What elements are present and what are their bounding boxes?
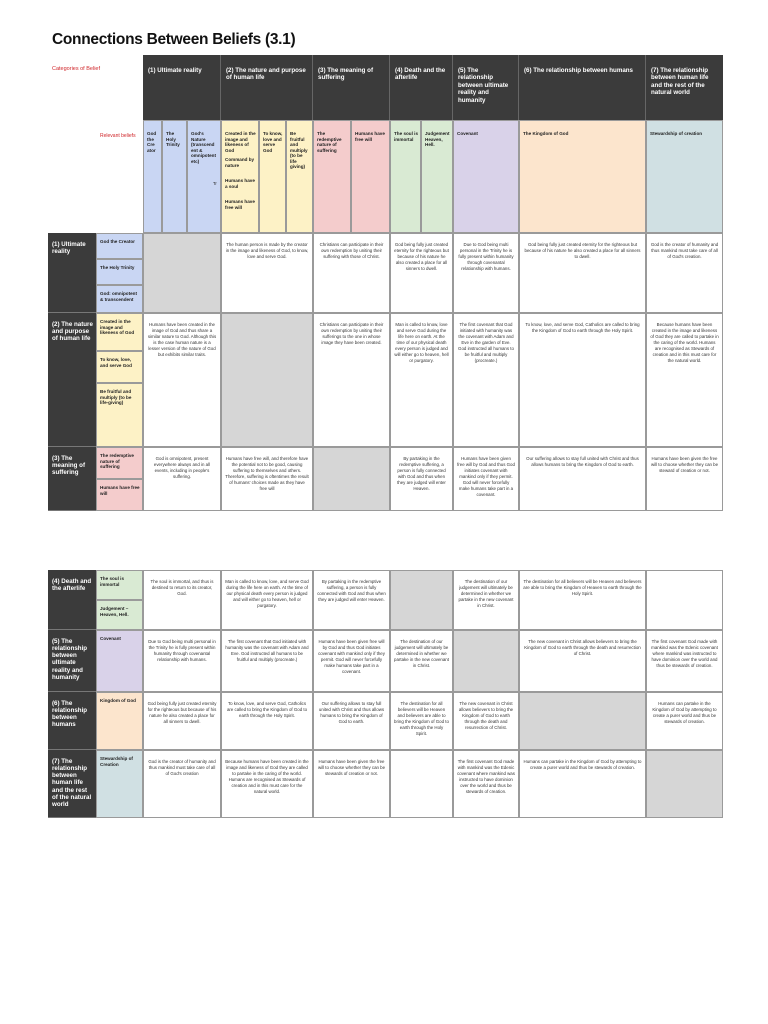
belief-covenant: Covenant <box>453 120 519 233</box>
table-cell: God is omnipotent, present everywhere always and in all events, including in people's suffering. <box>143 447 221 511</box>
row-header-nature-purpose: (2) The nature and purpose of human life <box>48 313 96 447</box>
column-header-4: (4) Death and the afterlife <box>390 55 453 120</box>
belief-judgement: Judgement Heaven, Hell. <box>421 120 453 233</box>
belief-holy-trinity: The Holy Trinity <box>162 120 187 233</box>
row-belief: The redemptive nature of suffering <box>96 447 143 479</box>
table-cell: Man is called to know, love, and serve God during the life here on earth. At the time of our physical death every person is judged and will either go to heaven, hell or purgatory. <box>221 570 313 630</box>
table-cell: Humans have been given free will by God and thus God initiates covenant with mankind only if they permit. God will never forcefully make humans take part in a covenant. <box>313 630 390 692</box>
belief-command-by-nature: Command by nature <box>225 157 255 168</box>
table-cell: By partaking in the redemptive suffering, a person is fully connected with God and thus when they are judged will enter Heaven. <box>390 447 453 511</box>
table-cell: The soul is immortal, and thus is destined to return to its creator, God. <box>143 570 221 630</box>
belief-free-will: Humans have free will <box>351 120 390 233</box>
table-cell <box>390 750 453 818</box>
table-cell: Humans have been created in the image of God and thus share a similar nature to God. Although this is the case human nature is a lesser version of the nature of God but exhibits similar traits. <box>143 313 221 447</box>
table-cell: God being fully just created eternity for the righteous but because of his nature he also created a place for all sinners to dwell. <box>390 233 453 313</box>
table-cell: The destination of our judgement will ultimately be determined in whether we partake in the new covenant in Christ. <box>453 570 519 630</box>
relevant-beliefs-label: Relevant beliefs <box>100 133 136 139</box>
table-cell: God is the creator of humanity and thus mankind must take care of all of God's creation. <box>646 233 723 313</box>
belief-humans-have-soul: Humans have a soul <box>225 178 255 189</box>
belief-kingdom-of-god: The Kingdom of God <box>519 120 646 233</box>
table-cell <box>519 692 646 750</box>
table-cell: Due to God being multi personal in the Trinity he is fully present within humanity through covenantal relationship with humans. <box>143 630 221 692</box>
row-belief: Covenant <box>96 630 143 692</box>
row-header-meaning-suffering: (3) The meaning of suffering <box>48 447 96 511</box>
table-cell: Humans have free will, and therefore have the potential not to be good, causing suffering to themselves and others. Therefore, suffering is oftentimes the result of humans' choices made as they have free will <box>221 447 313 511</box>
row-header-relationship-humans: (6) The relationship between humans <box>48 692 96 750</box>
table-cell: The human person is made by the creator in the image and likeness of God, to know, love and serve God. <box>221 233 313 313</box>
table-cell: Humans can partake in the Kingdom of God by attempting to create a purer world and thus be stewards of creation. <box>646 692 723 750</box>
table-cell: Humans have been given the free will to choose whether they can be stewards of creation or not. <box>313 750 390 818</box>
table-cell: Man is called to know, love and serve God during the life here on earth. At the time of our physical death every person is judged and will either go to heaven, hell or purgatory. <box>390 313 453 447</box>
belief-be-fruitful: Be fruitful and multiply (to be life giving) <box>286 120 313 233</box>
table-cell: Due to God being multi personal in the Trinity he is fully present within humanity through covenantal relationship with humans. <box>453 233 519 313</box>
column-header-5: (5) The relationship between ultimate reality and humanity <box>453 55 519 120</box>
row-header-death-afterlife: (4) Death and the afterlife <box>48 570 96 630</box>
belief-redemptive-suffering: The redemptive nature of suffering <box>313 120 351 233</box>
stray-mark: Tr <box>213 181 217 186</box>
table-cell: To know, love, and serve God, Catholics are called to bring the Kingdom of God to earth through the Holy Spirit. <box>519 313 646 447</box>
table-cell: The destination for all believers will be Heaven and believers are able to bring the Kingdom of God to earth through the Holy Spirit. <box>390 692 453 750</box>
row-belief: Created in the image and likeness of God <box>96 313 143 351</box>
row-belief: Kingdom of God <box>96 692 143 750</box>
belief-created-in-image: Created in the image and likeness of God <box>225 131 256 153</box>
table-cell: The first covenant God made with mankind was the Edenic covenant where mankind was instructed to have dominion over the world and thus be stewards of creation. <box>646 630 723 692</box>
column-header-6: (6) The relationship between humans <box>519 55 646 120</box>
table-cell <box>453 630 519 692</box>
table-cell <box>646 570 723 630</box>
table-cell: The first covenant that God initiated with humanity was the covenant with Adam and Eve in the garden of Eve. God instructed all humans to be fruitful and multiply (procreate.) <box>453 313 519 447</box>
row-header-ultimate-reality: (1) Ultimate reality <box>48 233 96 313</box>
table-cell: To know, love, and serve God, Catholics are called to bring the Kingdom of God to earth through the Holy Spirit. <box>221 692 313 750</box>
column-header-3: (3) The meaning of suffering <box>313 55 390 120</box>
row-header-natural-world: (7) The relationship between human life and the rest of the natural world <box>48 750 96 818</box>
belief-know-love-serve: To know, love and serve God <box>259 120 286 233</box>
table-cell: The new covenant in Christ allows believers to bring the Kingdom of God to earth through the death and resurrection of Christ. <box>453 692 519 750</box>
categories-label: Categories of Belief <box>52 66 100 72</box>
table-cell: Our suffering allows to stay full united with Christ and thus allows humans to bring the Kingdom of God to earth. <box>313 692 390 750</box>
table-cell: God being fully just created eternity for the righteous but because of his nature he also created a place for all sinners to dwell. <box>143 692 221 750</box>
table-cell <box>313 447 390 511</box>
column-header-7: (7) The relationship between human life and the rest of the natural world <box>646 55 723 120</box>
table-cell: The destination for all believers will be Heaven and believers are able to bring the Kingdom of Heaven to earth through the Holy Spirit. <box>519 570 646 630</box>
table-cell: God is the creator of humanity and thus mankind must take care of all of God's creation <box>143 750 221 818</box>
page-title: Connections Between Beliefs (3.1) <box>52 31 296 48</box>
belief-god-the-creator: God the Cre ator <box>143 120 162 233</box>
table-cell: God being fully just created eternity for the righteous but because of his nature he also created a place for all sinners to dwell. <box>519 233 646 313</box>
table-cell <box>646 750 723 818</box>
row-belief: Humans have free will <box>96 479 143 511</box>
table-cell: Christians can participate in their own redemption by uniting their suffering with those of Christ. <box>313 233 390 313</box>
belief-soul-immortal: The soul is immortal <box>390 120 421 233</box>
table-cell: The first covenant that God initiated with humanity was the covenant with Adam and Eve. God instructed all humans to be fruitful and multiply (procreate.) <box>221 630 313 692</box>
table-cell: Because humans have been created in the image and likeness of God they are called to partake in the caring of the world. Humans are recognised as Stewards of creation and in this must care for the natural world. <box>221 750 313 818</box>
table-cell: By partaking in the redemptive suffering, a person is fully connected with God and thus when they are judged will enter Heaven. <box>313 570 390 630</box>
table-cell: The destination of our judgement will ultimately be determined in whether we partake in the new covenant in Christ. <box>390 630 453 692</box>
row-belief: God: omnipotent & transcendent <box>96 285 143 313</box>
row-belief: Be fruitful and multiply (to be life-giving) <box>96 383 143 447</box>
column-header-2: (2) The nature and purpose of human life <box>221 55 313 120</box>
row-header-ultimate-reality-humanity: (5) The relationship between ultimate reality and humanity <box>48 630 96 692</box>
table-cell <box>390 570 453 630</box>
row-belief: Judgement – Heaven, Hell. <box>96 600 143 630</box>
row-belief: The soul is immortal <box>96 570 143 600</box>
belief-group-image-of-god <box>221 120 259 233</box>
table-cell: Christians can participate in their own redemption by uniting their sufferings to the one in whose image they have been created. <box>313 313 390 447</box>
table-cell: The first covenant God made with mankind was the Edenic covenant where mankind was instructed to have dominion over the world and thus be stewards of creation. <box>453 750 519 818</box>
row-belief: To know, love, and serve God <box>96 351 143 383</box>
table-cell <box>221 313 313 447</box>
table-cell: Because humans have been created in the image and likeness of God they are called to partake in the caring of the world. Humans are recognised as Stewards of creation and in this must care for the natural world. <box>646 313 723 447</box>
table-cell: Humans can partake in the Kingdom of God by attempting to create a purer world and thus be stewards of creation. <box>519 750 646 818</box>
column-header-1: (1) Ultimate reality <box>143 55 221 120</box>
table-cell <box>143 233 221 313</box>
belief-humans-free-will: Humans have free will <box>225 199 255 210</box>
belief-stewardship: Stewardship of creation <box>646 120 723 233</box>
row-belief: Stewardship of Creation <box>96 750 143 818</box>
belief-gods-nature: God's Nature (transcend ent & omnipotent etc) <box>187 120 221 233</box>
row-belief: The Holy Trinity <box>96 259 143 285</box>
table-cell: The new covenant in Christ allows believers to bring the Kingdom of God to earth through the death and resurrection of Christ. <box>519 630 646 692</box>
table-cell: Humans have been given the free will to choose whether they can be steward of creation or not. <box>646 447 723 511</box>
table-cell: Humans have been given free will by God and thus God initiates covenant with mankind only if they permit. God will never forcefully make humans take part in a covenant. <box>453 447 519 511</box>
table-cell: Our suffering allows to stay full united with Christ and thus allows humans to bring the Kingdom of God to earth. <box>519 447 646 511</box>
row-belief: God the Creator <box>96 233 143 259</box>
